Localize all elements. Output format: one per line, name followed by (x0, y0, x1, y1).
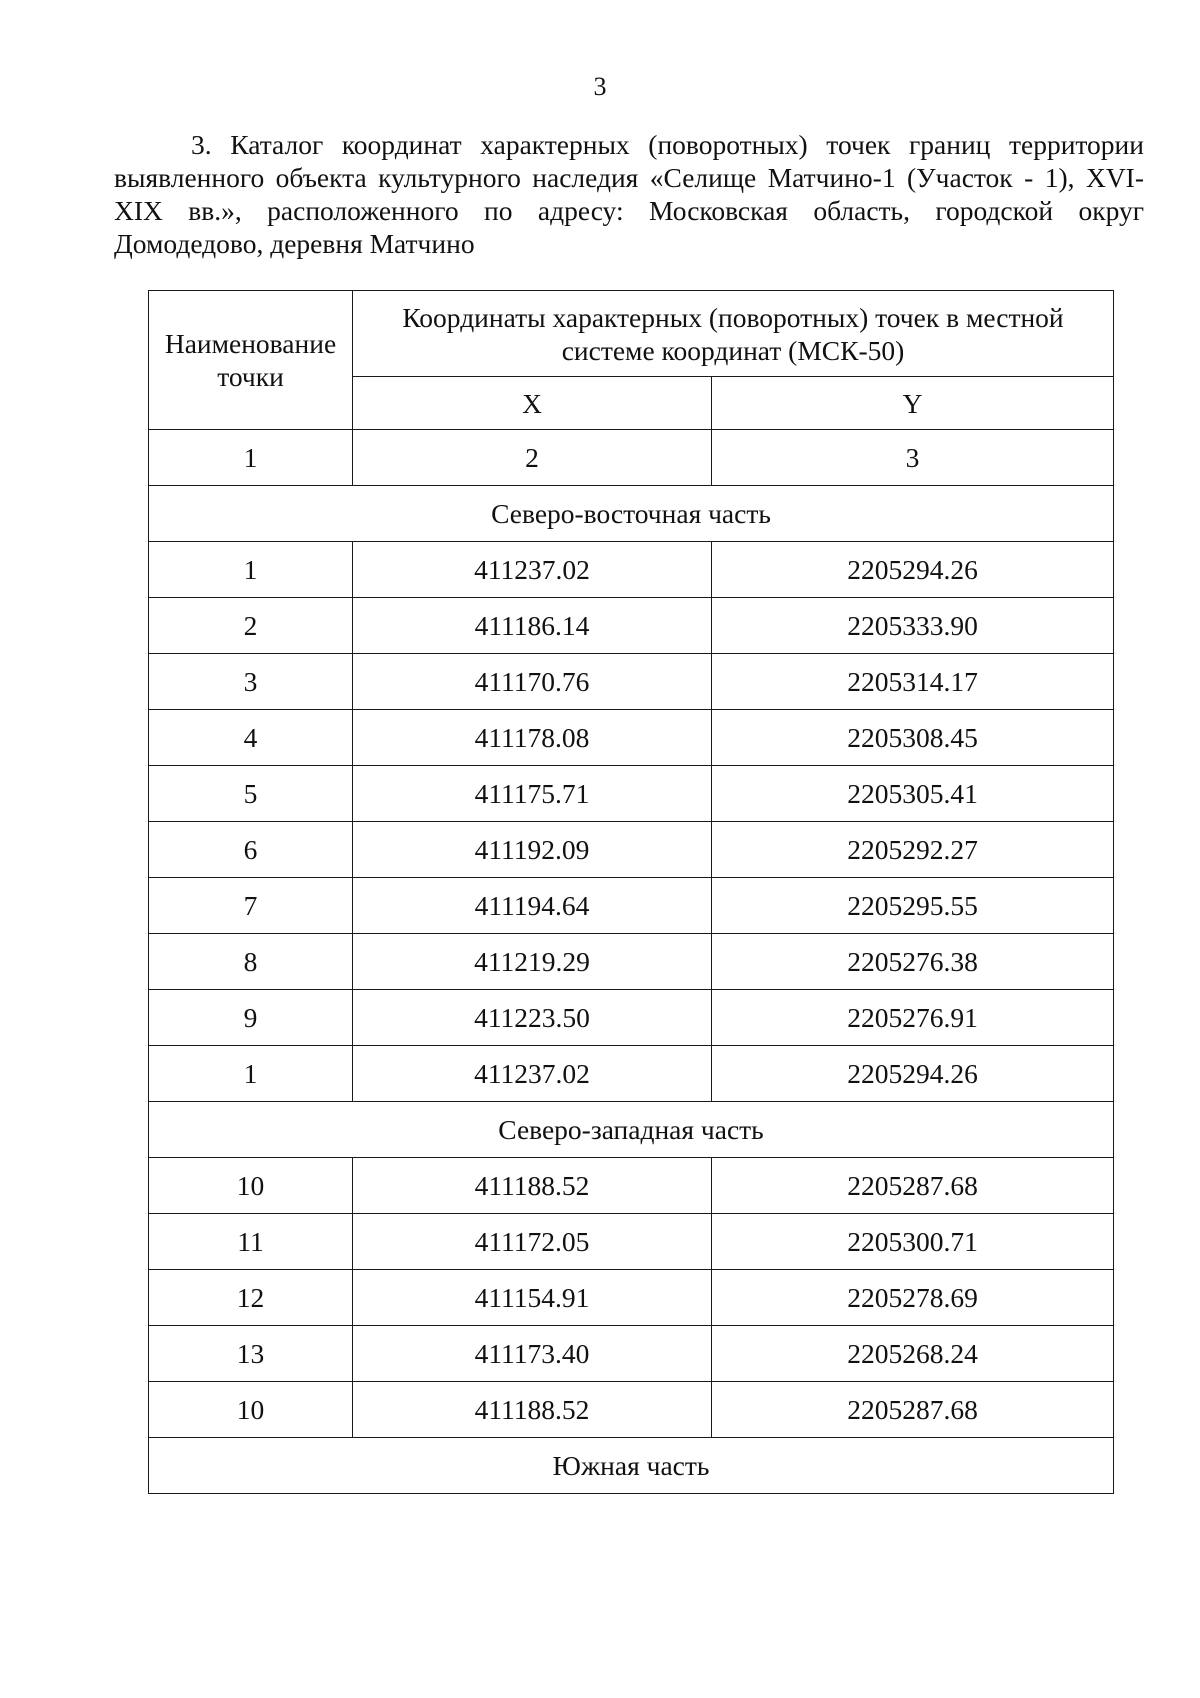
x-coordinate-cell: 411192.09 (353, 822, 712, 878)
y-coordinate-cell: 2205300.71 (712, 1214, 1114, 1270)
table-row (149, 934, 1114, 990)
section-title: Северо-западная часть (149, 1102, 1114, 1158)
table-row (149, 710, 1114, 766)
section-title-row (149, 1102, 1114, 1158)
point-name-cell: 7 (149, 878, 353, 934)
point-name-cell: 11 (149, 1214, 353, 1270)
x-coordinate-cell: 411154.91 (353, 1270, 712, 1326)
table-body (149, 430, 1114, 1494)
y-coordinate-cell: 2205294.26 (712, 542, 1114, 598)
y-coordinate-cell: 2205287.68 (712, 1382, 1114, 1438)
y-coordinate-cell: 2205305.41 (712, 766, 1114, 822)
point-name-cell: 10 (149, 1158, 353, 1214)
section-title: Северо-восточная часть (149, 486, 1114, 542)
column-number: 2 (353, 430, 712, 486)
y-coordinate-cell: 2205314.17 (712, 654, 1114, 710)
x-coordinate-cell: 411219.29 (353, 934, 712, 990)
point-name-cell: 9 (149, 990, 353, 1046)
point-name-cell: 3 (149, 654, 353, 710)
coordinates-table (148, 290, 1114, 1494)
x-coordinate-cell: 411175.71 (353, 766, 712, 822)
point-name-cell: 2 (149, 598, 353, 654)
header-point-name: Наименование точки (149, 291, 353, 430)
point-name-cell: 1 (149, 542, 353, 598)
table-row (149, 766, 1114, 822)
catalog-heading-paragraph: 3. Каталог координат характерных (поворотных) точек границ территории выявленного объекта культурного наследия «Селище Матчино-1 (Участок - 1), XVI-XIX вв.», расположенного по адресу: Московская область, городской округ Домодедово, деревня Матчино (114, 129, 1144, 259)
table-row (149, 1326, 1114, 1382)
point-name-cell: 6 (149, 822, 353, 878)
table-row (149, 822, 1114, 878)
point-name-cell: 5 (149, 766, 353, 822)
column-numbering-row (149, 430, 1114, 486)
section-title-row (149, 1438, 1114, 1494)
section-title: Южная часть (149, 1438, 1114, 1494)
table-row (149, 598, 1114, 654)
table-row (149, 1214, 1114, 1270)
x-coordinate-cell: 411172.05 (353, 1214, 712, 1270)
table-row (149, 654, 1114, 710)
x-coordinate-cell: 411188.52 (353, 1382, 712, 1438)
column-number: 3 (712, 430, 1114, 486)
table-row (149, 1270, 1114, 1326)
y-coordinate-cell: 2205333.90 (712, 598, 1114, 654)
header-coordinates: Координаты характерных (поворотных) точек в местной системе координат (МСК-50) (353, 291, 1114, 377)
point-name-cell: 12 (149, 1270, 353, 1326)
point-name-cell: 8 (149, 934, 353, 990)
point-name-cell: 4 (149, 710, 353, 766)
x-coordinate-cell: 411178.08 (353, 710, 712, 766)
y-coordinate-cell: 2205308.45 (712, 710, 1114, 766)
table-row (149, 1158, 1114, 1214)
table-header (149, 291, 1114, 430)
point-name-cell: 10 (149, 1382, 353, 1438)
y-coordinate-cell: 2205276.91 (712, 990, 1114, 1046)
y-coordinate-cell: 2205278.69 (712, 1270, 1114, 1326)
x-coordinate-cell: 411170.76 (353, 654, 712, 710)
x-coordinate-cell: 411173.40 (353, 1326, 712, 1382)
x-coordinate-cell: 411194.64 (353, 878, 712, 934)
x-coordinate-cell: 411237.02 (353, 1046, 712, 1102)
y-coordinate-cell: 2205292.27 (712, 822, 1114, 878)
table-row (149, 878, 1114, 934)
point-name-cell: 1 (149, 1046, 353, 1102)
x-coordinate-cell: 411223.50 (353, 990, 712, 1046)
section-title-row (149, 486, 1114, 542)
table-row (149, 1046, 1114, 1102)
x-coordinate-cell: 411237.02 (353, 542, 712, 598)
x-coordinate-cell: 411186.14 (353, 598, 712, 654)
y-coordinate-cell: 2205287.68 (712, 1158, 1114, 1214)
page-number: 3 (593, 72, 607, 101)
y-coordinate-cell: 2205268.24 (712, 1326, 1114, 1382)
header-x: X (353, 377, 712, 430)
y-coordinate-cell: 2205294.26 (712, 1046, 1114, 1102)
table-row (149, 1382, 1114, 1438)
table-row (149, 990, 1114, 1046)
header-y: Y (712, 377, 1114, 430)
column-number: 1 (149, 430, 353, 486)
y-coordinate-cell: 2205295.55 (712, 878, 1114, 934)
point-name-cell: 13 (149, 1326, 353, 1382)
y-coordinate-cell: 2205276.38 (712, 934, 1114, 990)
table-row (149, 542, 1114, 598)
x-coordinate-cell: 411188.52 (353, 1158, 712, 1214)
